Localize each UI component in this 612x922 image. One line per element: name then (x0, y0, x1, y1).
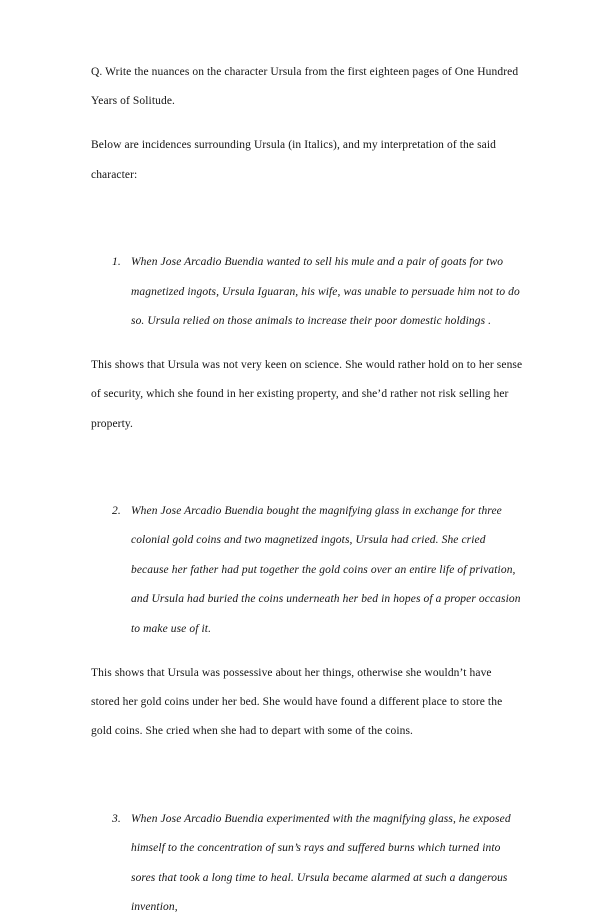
interpretation-paragraph-1: This shows that Ursula was not very keen on science. She would rather hold on to her sense of security, which she found in her existing property, and she’d rather not risk selling her property. (91, 358, 523, 430)
interpretation-paragraph-2: This shows that Ursula was possessive about her things, otherwise she wouldn’t have stored her gold coins under her bed. She would have found a different place to store the gold coins. She cried when she had to depart with some of the coins. (91, 666, 503, 738)
incident-item-3-text: When Jose Arcadio Buendia experimented with the magnifying glass, he exposed himself to the concentration of sun’s rays and suffered burns which turned into sores that took a long time to heal. Ursula became alarmed at such a dangerous invention, (131, 812, 511, 914)
list-marker-2: 2. (112, 505, 121, 518)
incident-list-1 (91, 248, 523, 336)
incident-item-2 (91, 497, 523, 644)
intro-paragraph: Below are incidences surrounding Ursula (in Italics), and my interpretation of the said character: (91, 139, 497, 181)
incident-list-3 (91, 805, 523, 922)
question-paragraph: Q. Write the nuances on the character Ursula from the first eighteen pages of One Hundred Years of Solitude. (91, 66, 519, 108)
incident-item-2-text: When Jose Arcadio Buendia bought the magnifying glass in exchange for three colonial gold coins and two magnetized ingots, Ursula had cried. She cried because her father had put together the gold coins over an entire life of privation, and Ursula had buried the coins underneath her bed in hopes of a proper occasion to make use of it. (131, 505, 521, 635)
list-marker-3: 3. (112, 812, 121, 825)
list-marker-1: 1. (112, 256, 121, 269)
document-body (91, 58, 523, 922)
incident-item-1-text: When Jose Arcadio Buendia wanted to sell his mule and a pair of goats for two magnetized ingots, Ursula Iguaran, his wife, was unable to persuade him not to do so. Ursula relied on those animals to increase their poor domestic holdings . (131, 256, 520, 327)
incident-item-1 (91, 248, 523, 336)
incident-item-3 (91, 805, 523, 922)
incident-list-2 (91, 497, 523, 644)
